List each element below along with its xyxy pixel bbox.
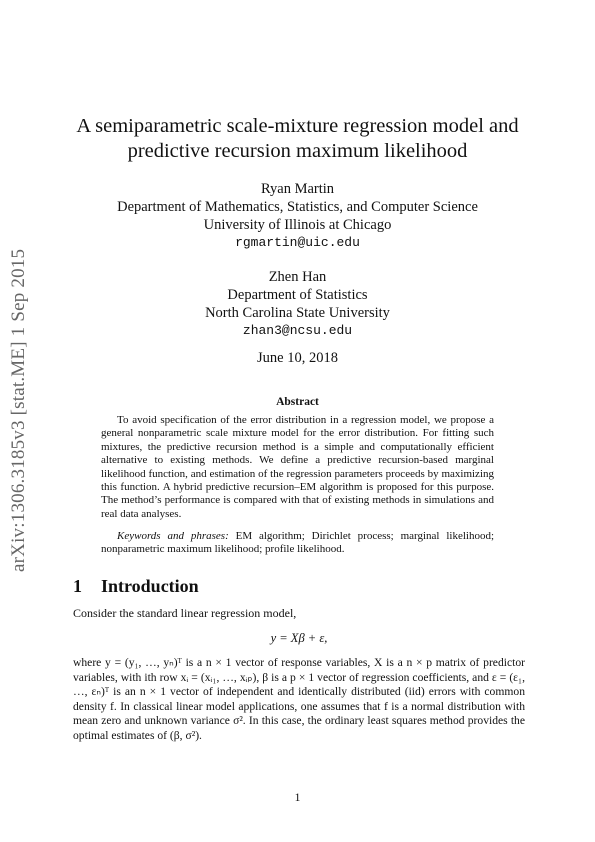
- section-title: Introduction: [101, 576, 199, 596]
- paper-date: June 10, 2018: [257, 350, 338, 366]
- author-department: Department of Mathematics, Statistics, and Computer Science: [117, 199, 478, 215]
- keywords-label: Keywords and phrases:: [117, 530, 229, 542]
- author-email: rgmartin@uic.edu: [235, 235, 360, 250]
- author-name: Ryan Martin: [260, 181, 335, 197]
- page-number: 1: [294, 790, 301, 804]
- paper-title: [40, 114, 555, 164]
- title-line-2: predictive recursion maximum likelihood: [127, 140, 468, 162]
- author-department: Department of Statistics: [227, 287, 368, 303]
- author-block-1: [40, 180, 555, 252]
- abstract-body: To avoid specification of the error distribution in a regression model, we propose a general nonparametric scale mixture model for the error distribution. For fitting such mixtures, the predictive recursion method is a simple and computationally efficient alternative to existing methods. We define a predictive recursion-based marginal likelihood function, and estimation of the regression parameters proceeds by maximizing this function. A hybrid predictive recursion–EM algorithm is proposed for this purpose. The method’s performance is compared with that of existing methods in simulations and real data analyses.: [101, 414, 494, 520]
- section-number: 1: [73, 576, 82, 596]
- arxiv-sidebar-identifier: arXiv:1306.3185v3 [stat.ME] 1 Sep 2015: [8, 248, 29, 572]
- section-heading: [73, 576, 199, 597]
- author-institution: North Carolina State University: [205, 305, 390, 321]
- author-institution: University of Illinois at Chicago: [203, 217, 392, 233]
- regression-equation: y = Xβ + ε,: [270, 631, 328, 645]
- abstract-heading: Abstract: [276, 396, 319, 408]
- intro-paragraph: where y = (y₁, …, yₙ)ᵀ is a n × 1 vector of response variables, X is a n × p matrix of predictor variables, with ith row xᵢ = (xᵢ₁, …, xᵢₚ), β is a p × 1 vector of regression coefficients, and ε = (ε₁, …, εₙ)ᵀ is an n × 1 vector of independent and identically distributed (iid) errors with common density f. In classical linear model applications, one assumes that f is a normal distribution with mean zero and unknown variance σ². In this case, the ordinary least squares method provides the optimal estimates of (β, σ²).: [73, 656, 525, 742]
- keywords-list: EM algorithm; Dirichlet process; marginal likelihood; nonparametric maximum likelihood; profile likelihood.: [101, 530, 495, 556]
- author-block-2: [40, 268, 555, 340]
- author-email: zhan3@ncsu.edu: [242, 323, 353, 338]
- author-name: Zhen Han: [268, 269, 327, 285]
- intro-sentence: Consider the standard linear regression model,: [73, 606, 297, 620]
- keywords-paragraph: [101, 530, 494, 557]
- title-line-1: A semiparametric scale-mixture regression model and: [76, 115, 519, 137]
